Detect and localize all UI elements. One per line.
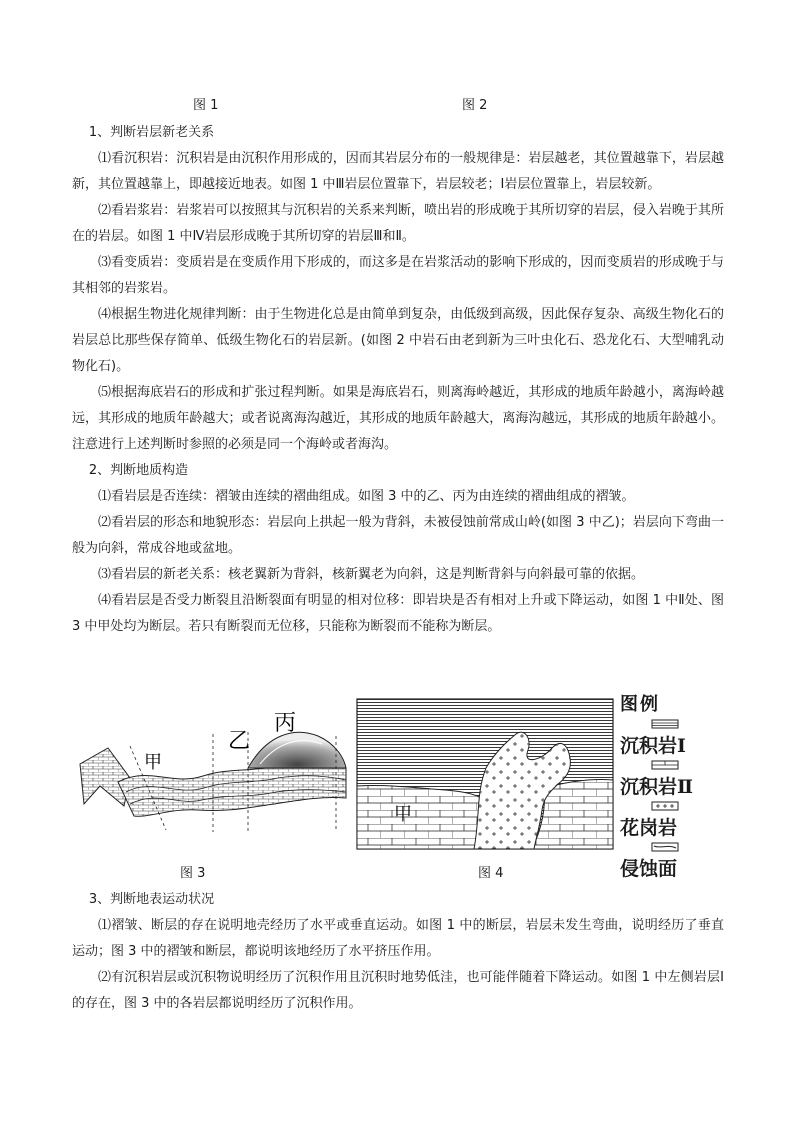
fig3-label-jia: 甲 [144, 752, 162, 773]
legend-title: 图例 [620, 694, 660, 715]
figure4-legend [620, 694, 730, 880]
legend-symbol-sedimentary-1 [648, 717, 688, 731]
section2-para1: ⑴看岩层是否连续：褶皱由连续的褶曲组成。如图 3 中的乙、丙为由连续的褶曲组成的褶皱。 [98, 489, 635, 504]
figure4-caption: 图 4 [478, 866, 504, 881]
legend-symbol-granite [648, 799, 688, 813]
figure3-caption: 图 3 [180, 866, 206, 881]
fig3-label-bing: 丙 [274, 711, 297, 736]
figure4-illustration [356, 698, 614, 850]
section3-para2: ⑵有沉积岩层或沉积物说明经历了沉积作用且沉积时地势低洼，也可能伴随着下降运动。如图 1 中左侧岩层Ⅰ的存在，图 3 中的各岩层都说明经历了沉积作用。 [72, 970, 724, 1011]
section1-para1: ⑴看沉积岩：沉积岩是由沉积作用形成的，因而其岩层分布的一般规律是：岩层越老，其位置越靠下，岩层越新，其位置越靠上，即越接近地表。如图 1 中Ⅲ岩层位置靠下，岩层较老；Ⅰ岩层位置靠上，岩层较新。 [72, 151, 724, 192]
section1-para5: ⑸根据海底岩石的形成和扩张过程判断。如果是海底岩石，则离海岭越近，其形成的地质年龄越小，离海岭越远，其形成的地质年龄越大；或者说离海沟越近，其形成的地质年龄越大，离海沟越远，其形成的地质年龄越小。注意进行上述判断时参照的必须是同一个海岭或者海沟。 [72, 385, 724, 452]
legend-symbol-erosion-surface [648, 840, 688, 854]
figure1-caption: 图 1 [193, 98, 219, 113]
section1-para2: ⑵看岩浆岩：岩浆岩可以按照其与沉积岩的关系来判断，喷出岩的形成晚于其所切穿的岩层，侵入岩晚于其所在的岩层。如图 1 中Ⅳ岩层形成晚于其所切穿的岩层Ⅲ和Ⅱ。 [72, 203, 724, 244]
section2-para4: ⑷看岩层是否受力断裂且沿断裂面有明显的相对位移：即岩块是否有相对上升或下降运动，如图 1 中Ⅱ处、图 3 中甲处均为断层。若只有断裂而无位移，只能称为断裂而不能称为断层。 [72, 593, 724, 634]
section2-para3: ⑶看岩层的新老关系：核老翼新为背斜，核新翼老为向斜，这是判断背斜与向斜最可靠的依据。 [98, 567, 645, 582]
fold-left-block [80, 748, 130, 806]
figure3-illustration [78, 706, 350, 836]
fig3-label-yi: 乙 [228, 729, 251, 754]
section2-para2: ⑵看岩层的形态和地貌形态：岩层向上拱起一般为背斜，未被侵蚀前常成山岭(如图 3 中乙)；岩层向下弯曲一般为向斜，常成谷地或盆地。 [72, 515, 724, 556]
section3-heading: 3、判断地表运动状况 [88, 892, 215, 907]
section1-para4: ⑷根据生物进化规律判断：由于生物进化总是由简单到复杂，由低级到高级，因此保存复杂、高级生物化石的岩层总比那些保存简单、低级生物化石的岩层新。(如图 2 中岩石由老到新为三叶虫化石、恐龙化石、大型哺乳动物化石)。 [72, 307, 724, 374]
hill-bing [248, 732, 346, 768]
legend-item-erosion-surface: 侵蚀面 [620, 858, 678, 880]
section3-para1: ⑴褶皱、断层的存在说明地壳经历了水平或垂直运动。如图 1 中的断层，岩层未发生弯曲，说明经历了垂直运动；图 3 中的褶皱和断层，都说明该地经历了水平挤压作用。 [72, 918, 724, 959]
legend-item-sedimentary-1: 沉积岩Ⅰ [620, 735, 686, 757]
figure2-caption: 图 2 [462, 98, 488, 113]
section2-heading: 2、判断地质构造 [88, 463, 189, 478]
fig4-label-jia: 甲 [394, 804, 412, 825]
legend-item-sedimentary-2: 沉积岩Ⅱ [620, 776, 694, 798]
section1-para3: ⑶看变质岩：变质岩是在变质作用下形成的，而这多是在岩浆活动的影响下形成的，因而变质岩的形成晚于与其相邻的岩浆岩。 [72, 255, 724, 296]
section1 [72, 120, 724, 640]
section3 [72, 887, 724, 1017]
legend-item-granite: 花岗岩 [620, 817, 678, 839]
legend-symbol-sedimentary-2 [648, 758, 688, 772]
section1-heading: 1、判断岩层新老关系 [88, 125, 215, 140]
